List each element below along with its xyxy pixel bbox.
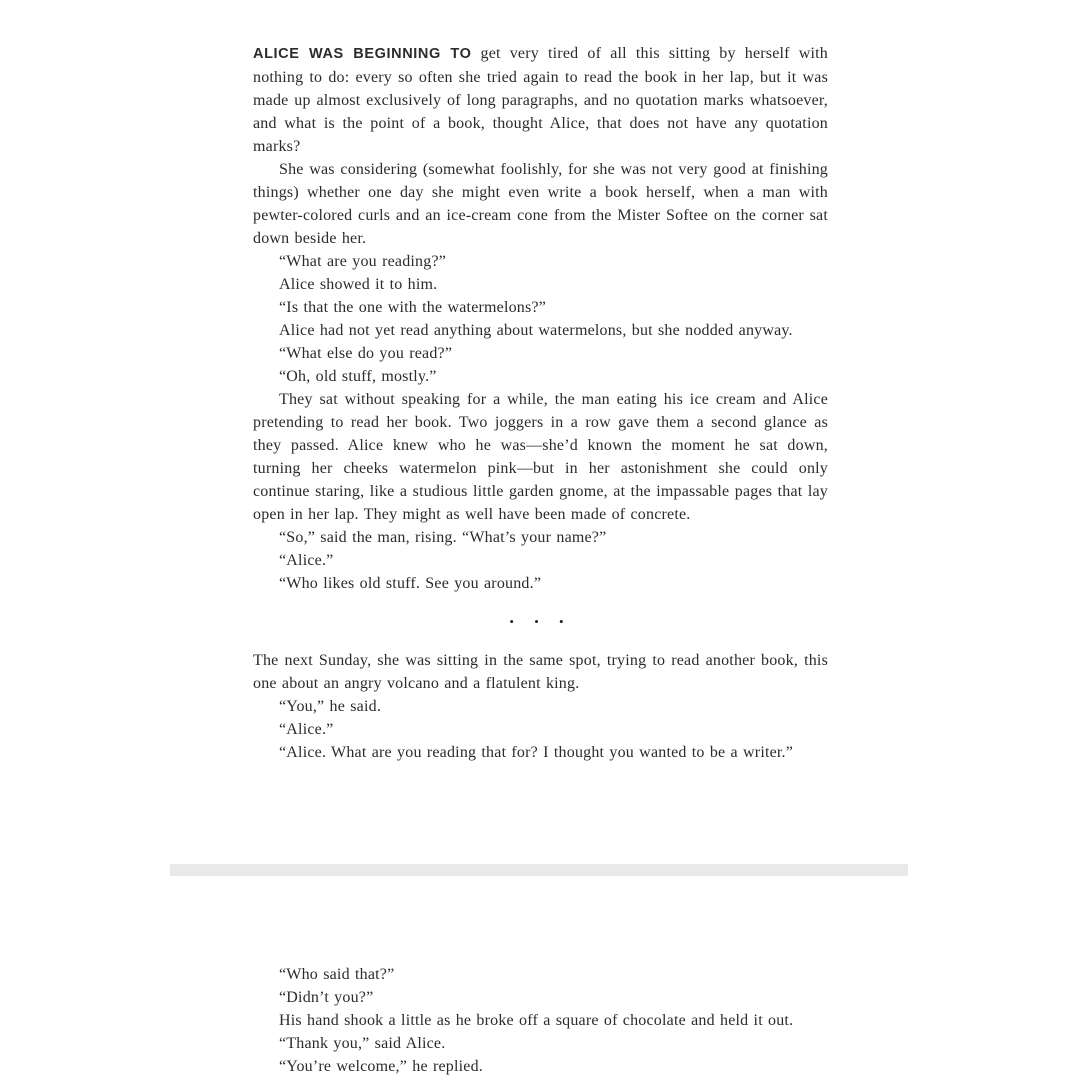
dialogue-line: “Alice.” <box>279 552 334 569</box>
dialogue-line: “You’re welcome,” he replied. <box>279 1058 483 1075</box>
paragraph: The next Sunday, she was sitting in the same spot, trying to read another book, this one about an angry volcano and a flatulent king. <box>253 652 828 692</box>
dialogue-line: “What are you reading?” <box>279 253 447 270</box>
dialogue-line: “What else do you read?” <box>279 345 453 362</box>
page-1-text-column <box>253 42 828 764</box>
paragraph: She was considering (somewhat foolishly, for she was not very good at finishing things) whether one day she might even write a book herself, when a man with pewter-colored curls and an ice-cream cone from the Mister Softee on the corner sat down beside her. <box>253 161 828 247</box>
dialogue-line: “Alice.” <box>279 721 334 738</box>
dialogue-line: “So,” said the man, rising. “What’s your name?” <box>279 529 607 546</box>
opening-paragraph <box>253 42 828 158</box>
dialogue-line: “Oh, old stuff, mostly.” <box>279 368 437 385</box>
dialogue-line: “Who said that?” <box>279 966 395 983</box>
dialogue-line: “Is that the one with the watermelons?” <box>279 299 547 316</box>
paragraph: They sat without speaking for a while, the man eating his ice cream and Alice pretending to read her book. Two joggers in a row gave them a second glance as they passed. Alice knew who he was—she’d known the moment he sat down, turning her cheeks watermelon pink—but in her astonishment she could only continue staring, like a studious little garden gnome, at the impassable pages that lay open in her lap. They might as well have been made of concrete. <box>253 391 828 523</box>
paragraph: Alice had not yet read anything about watermelons, but she nodded anyway. <box>279 322 793 339</box>
dialogue-line: “Who likes old stuff. See you around.” <box>279 575 542 592</box>
paragraph: His hand shook a little as he broke off a square of chocolate and held it out. <box>279 1012 794 1029</box>
chapter-lead-in: ALICE WAS BEGINNING TO <box>253 46 472 62</box>
page-2-text-column <box>253 963 828 1078</box>
dialogue-line: “Didn’t you?” <box>279 989 374 1006</box>
dialogue-line: “Alice. What are you reading that for? I thought you wanted to be a writer.” <box>279 744 794 761</box>
dialogue-line: “Thank you,” said Alice. <box>279 1035 446 1052</box>
dialogue-line: “You,” he said. <box>279 698 382 715</box>
scene-break-dots: • • • <box>509 614 572 629</box>
page-gap-divider <box>170 864 908 876</box>
paragraph: Alice showed it to him. <box>279 276 438 293</box>
opening-paragraph-text: get very tired of all this sitting by herself with nothing to do: every so often she tried again to read the book in her lap, but it was made up almost exclusively of long paragraphs, and no quotation marks whatsoever, and what is the point of a book, thought Alice, that does not have any quotation marks? <box>253 45 829 155</box>
